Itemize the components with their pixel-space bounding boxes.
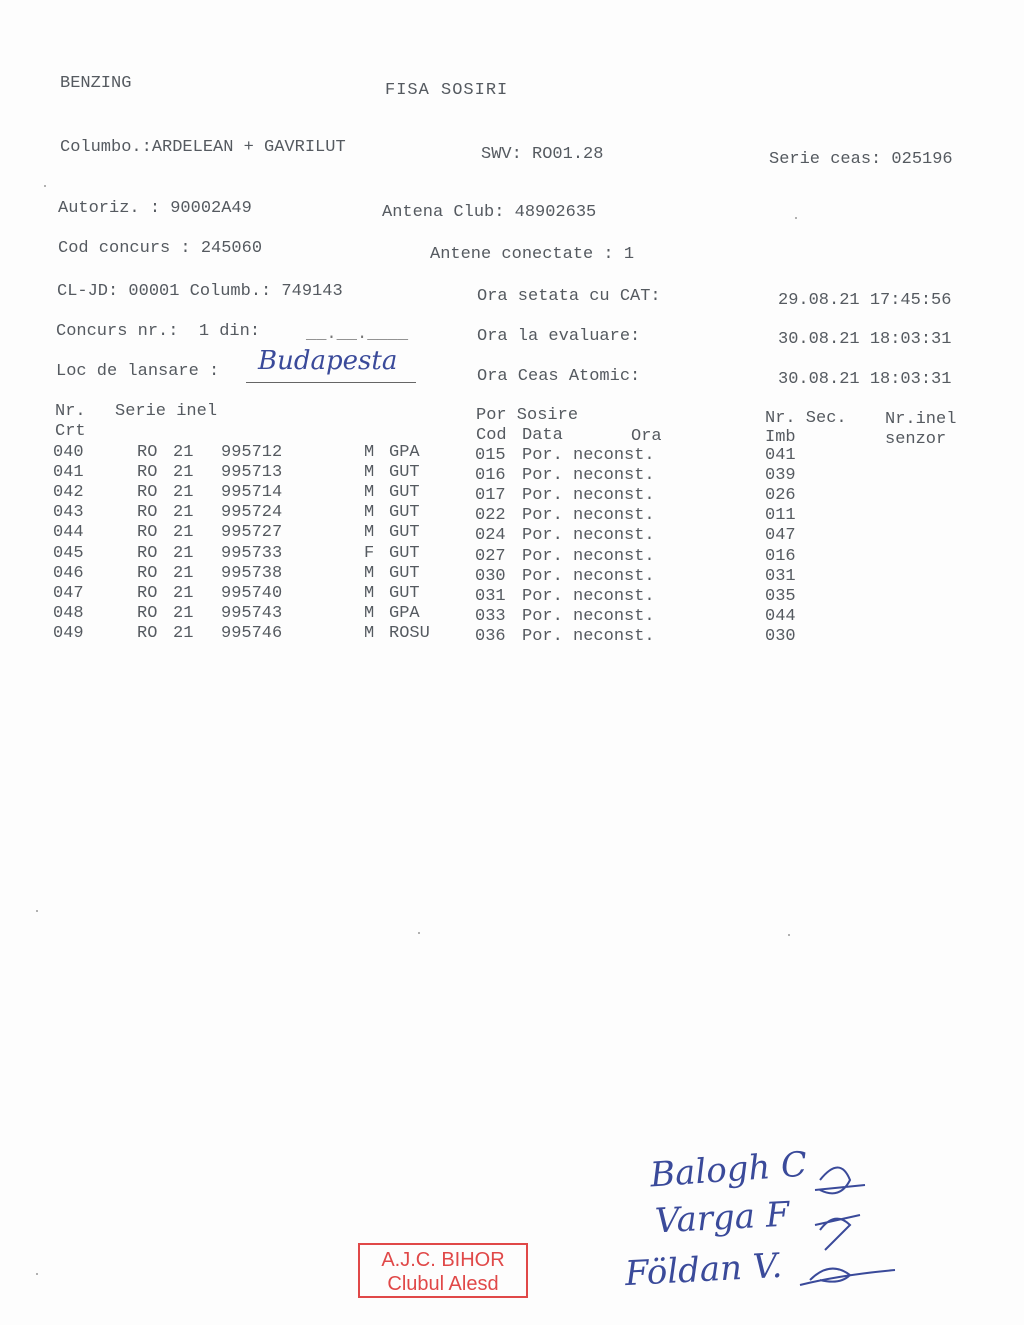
row-sex: M: [364, 563, 375, 583]
row-country: RO: [137, 543, 158, 563]
signature-1: Balogh C: [648, 1144, 809, 1196]
row-nr: 046: [53, 563, 84, 583]
col-header-data: Data: [522, 426, 563, 445]
row-nr: 042: [53, 483, 84, 503]
table-row: [0, 584, 1024, 604]
row-nr: 041: [53, 463, 84, 483]
row-ring: 995738: [221, 563, 283, 583]
row-country: RO: [137, 563, 158, 583]
row-color: GUT: [389, 463, 420, 483]
row-imb: 047: [765, 526, 796, 546]
table-row: [0, 523, 1024, 546]
table-row: [0, 544, 1024, 564]
table-row: [0, 624, 1024, 644]
columbofil-name: Columbo.:ARDELEAN + GAVRILUT: [60, 138, 346, 157]
row-cod: 031: [475, 586, 506, 606]
signature-scribbles: [790, 1150, 900, 1300]
scan-speck: [36, 1273, 38, 1275]
cl-jd-line: CL-JD: 00001 Columb.: 749143: [57, 282, 343, 301]
row-year: 21: [173, 523, 194, 543]
row-ring: 995714: [221, 483, 283, 503]
col-header-nr-sec: Nr. Sec.: [765, 409, 847, 428]
row-cod: 027: [475, 546, 506, 566]
row-sosire: Por. neconst.: [522, 446, 655, 465]
row-year: 21: [173, 563, 194, 583]
row-sosire: Por. neconst.: [522, 586, 655, 606]
row-imb: 039: [765, 466, 796, 486]
row-year: 21: [173, 503, 194, 523]
col-header-ora: Ora: [631, 427, 662, 446]
row-sex: M: [364, 523, 375, 543]
row-imb: 016: [765, 546, 796, 566]
row-year: 21: [173, 623, 194, 643]
row-imb: 011: [765, 506, 796, 526]
table-row: [0, 564, 1024, 584]
row-color: ROSU: [389, 623, 430, 643]
row-color: GUT: [389, 563, 420, 583]
evaluation-time-value: 30.08.21 18:03:31: [778, 330, 952, 349]
row-year: 21: [173, 603, 194, 623]
form-title: FISA SOSIRI: [385, 81, 509, 100]
row-imb: 035: [765, 586, 796, 606]
row-color: GUT: [389, 503, 420, 523]
row-country: RO: [137, 523, 158, 543]
row-color: GUT: [389, 523, 420, 543]
row-sex: M: [364, 623, 375, 643]
row-sosire: Por. neconst.: [522, 486, 655, 506]
row-nr: 049: [53, 623, 84, 643]
row-sosire: Por. neconst.: [522, 526, 655, 546]
col-header-crt: Crt: [55, 422, 86, 441]
evaluation-time-label: Ora la evaluare:: [477, 327, 641, 346]
row-sosire: Por. neconst.: [522, 546, 655, 566]
row-sosire: Por. neconst.: [522, 506, 655, 526]
row-sex: M: [364, 583, 375, 603]
row-country: RO: [137, 483, 158, 503]
stamp-line-2: Clubul Alesd: [387, 1273, 499, 1295]
row-sex: F: [364, 543, 375, 563]
col-header-nr: Nr.: [55, 402, 86, 421]
row-ring: 995743: [221, 603, 283, 623]
row-nr: 048: [53, 603, 84, 623]
club-stamp: [358, 1243, 528, 1298]
table-row: [0, 503, 1024, 526]
row-sex: M: [364, 603, 375, 623]
connected-antennas: Antene conectate : 1: [430, 245, 635, 264]
row-nr: 043: [53, 503, 84, 523]
signature-2: Varga F: [654, 1194, 791, 1242]
row-nr: 047: [53, 583, 84, 603]
brand-name: BENZING: [60, 74, 132, 93]
table-row: [0, 443, 1024, 463]
row-imb: 041: [765, 446, 796, 465]
row-year: 21: [173, 483, 194, 503]
row-imb: 031: [765, 566, 796, 586]
clock-serial: Serie ceas: 025196: [769, 150, 953, 169]
scan-speck: [36, 910, 38, 912]
stamp-line-1: A.J.C. BIHOR: [381, 1249, 505, 1271]
row-country: RO: [137, 503, 158, 523]
release-place-underline: [246, 382, 416, 383]
software-version: SWV: RO01.28: [481, 145, 604, 164]
table-row: [0, 463, 1024, 486]
row-nr: 044: [53, 523, 84, 543]
row-ring: 995746: [221, 623, 283, 643]
row-country: RO: [137, 603, 158, 623]
row-imb: 044: [765, 606, 796, 626]
scan-speck: [418, 932, 420, 934]
col-header-senzor: senzor: [885, 430, 947, 449]
table-row: [0, 604, 1024, 624]
scan-speck: [795, 217, 797, 219]
contest-date-blank: __.__.____: [306, 325, 409, 344]
row-year: 21: [173, 583, 194, 603]
row-country: RO: [137, 463, 158, 483]
release-place-label: Loc de lansare :: [56, 362, 220, 381]
row-sex: M: [364, 483, 375, 503]
row-ring: 995712: [221, 443, 283, 462]
col-header-nr-inel: Nr.inel: [885, 410, 957, 429]
row-imb: 026: [765, 486, 796, 506]
row-cod: 022: [475, 506, 506, 526]
row-sex: M: [364, 463, 375, 483]
row-ring: 995740: [221, 583, 283, 603]
col-header-serie-inel: Serie inel: [115, 402, 218, 421]
contest-code: Cod concurs : 245060: [58, 239, 263, 258]
row-imb: 030: [765, 626, 796, 646]
cat-time-value: 29.08.21 17:45:56: [778, 291, 952, 310]
row-sosire: Por. neconst.: [522, 606, 655, 626]
col-header-imb: Imb: [765, 428, 796, 447]
row-country: RO: [137, 583, 158, 603]
scan-speck: [788, 934, 790, 936]
row-ring: 995727: [221, 523, 283, 543]
signature-3: Földan V.: [624, 1245, 784, 1295]
row-year: 21: [173, 543, 194, 563]
row-country: RO: [137, 623, 158, 643]
row-year: 21: [173, 463, 194, 483]
row-cod: 015: [475, 446, 506, 465]
row-cod: 036: [475, 626, 506, 646]
authorization-code: Autoriz. : 90002A49: [58, 199, 252, 218]
row-nr: 045: [53, 543, 84, 563]
row-sosire: Por. neconst.: [522, 626, 655, 646]
row-cod: 016: [475, 466, 506, 486]
row-sex: M: [364, 443, 375, 462]
row-color: GUT: [389, 543, 420, 563]
row-country: RO: [137, 443, 158, 462]
atomic-clock-value: 30.08.21 18:03:31: [778, 370, 952, 389]
row-color: GUT: [389, 483, 420, 503]
row-sosire: Por. neconst.: [522, 466, 655, 486]
col-header-por-sosire: Por Sosire: [476, 406, 579, 425]
scan-speck: [44, 185, 46, 187]
contest-number: Concurs nr.: 1 din:: [56, 322, 261, 341]
row-cod: 033: [475, 606, 506, 626]
row-sosire: Por. neconst.: [522, 566, 655, 586]
row-color: GUT: [389, 583, 420, 603]
row-color: GPA: [389, 603, 420, 623]
club-antenna: Antena Club: 48902635: [382, 203, 597, 222]
release-place-handwritten: Budapesta: [258, 346, 398, 376]
row-cod: 017: [475, 486, 506, 506]
cat-time-label: Ora setata cu CAT:: [477, 287, 661, 306]
col-header-cod: Cod: [476, 426, 507, 445]
row-ring: 995713: [221, 463, 283, 483]
row-ring: 995724: [221, 503, 283, 523]
row-sex: M: [364, 503, 375, 523]
row-cod: 030: [475, 566, 506, 586]
row-nr: 040: [53, 443, 84, 462]
row-ring: 995733: [221, 543, 283, 563]
row-cod: 024: [475, 526, 506, 546]
table-row: [0, 483, 1024, 506]
row-color: GPA: [389, 443, 420, 462]
atomic-clock-label: Ora Ceas Atomic:: [477, 367, 641, 386]
row-year: 21: [173, 443, 194, 462]
